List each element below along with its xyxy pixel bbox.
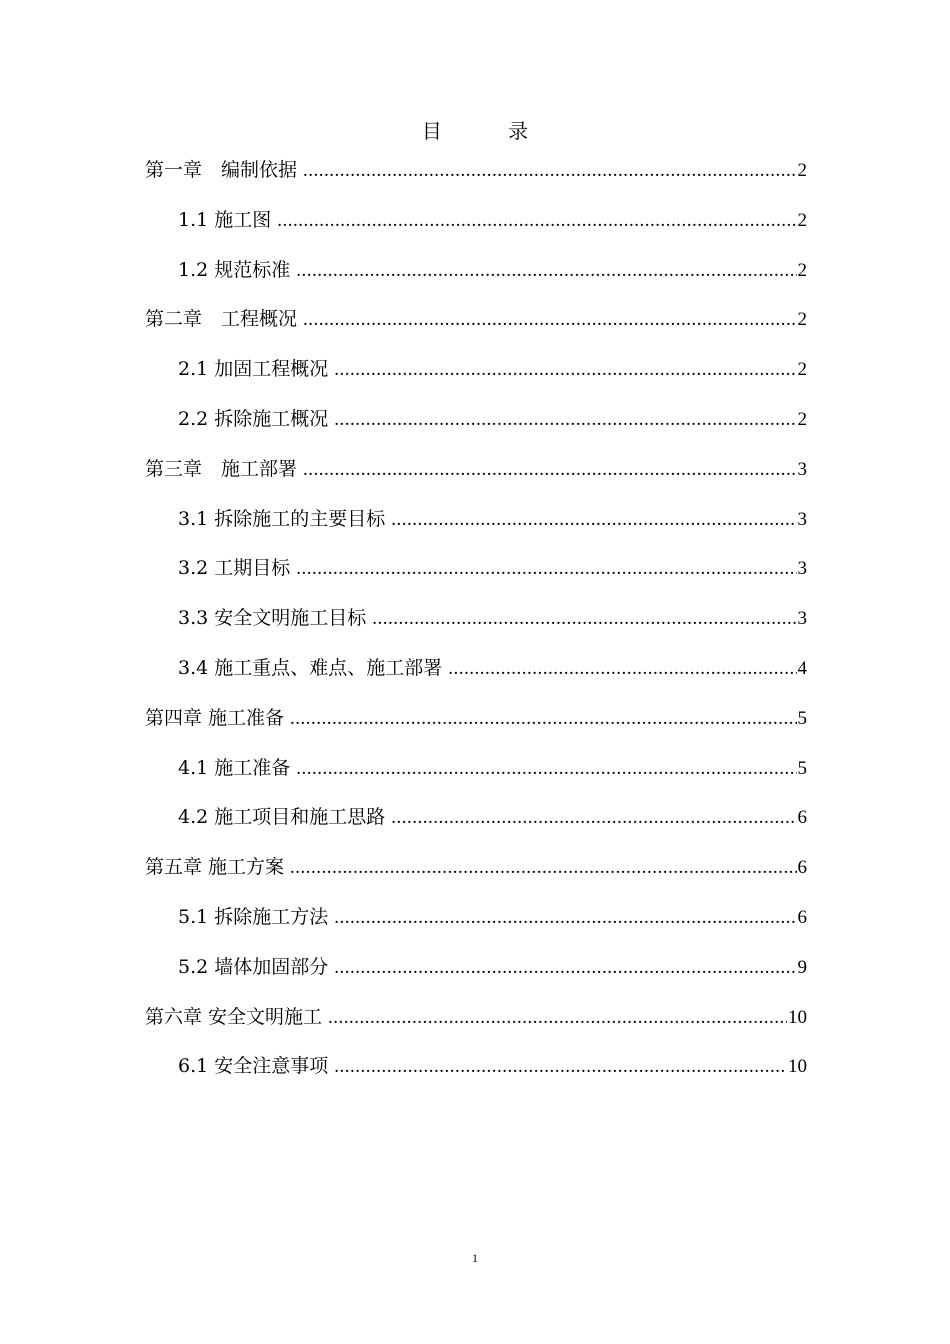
toc-dot-leader xyxy=(334,405,796,435)
toc-entry-page-number: 4 xyxy=(797,657,807,679)
toc-entry-text: 第二章 工程概况 xyxy=(145,308,298,331)
toc-entry-page-number: 10 xyxy=(788,1056,807,1078)
toc-entry-page-number: 3 xyxy=(797,558,807,580)
toc-dot-leader xyxy=(334,903,796,933)
toc-section-entry[interactable] xyxy=(145,404,807,454)
toc-dot-leader xyxy=(328,1003,787,1033)
toc-entry-text: 1.2 规范标准 xyxy=(178,258,291,281)
toc-title: 目 录 xyxy=(421,119,559,143)
toc-section-entry[interactable] xyxy=(145,553,807,603)
toc-entry-page-number: 2 xyxy=(797,309,807,331)
toc-entry-page-number: 2 xyxy=(797,160,807,181)
toc-dot-leader xyxy=(290,853,796,883)
toc-section-entry[interactable] xyxy=(145,952,807,1002)
toc-dot-leader xyxy=(334,355,796,385)
toc-entry-page-number: 5 xyxy=(797,757,807,779)
toc-entry-page-number: 2 xyxy=(797,359,807,381)
toc-entry-page-number: 5 xyxy=(797,707,807,729)
toc-entry-text: 6.1 安全注意事项 xyxy=(178,1055,329,1078)
toc-chapter-entry[interactable] xyxy=(145,1002,807,1052)
toc-entry-text: 4.2 施工项目和施工思路 xyxy=(178,806,386,829)
toc-dot-leader xyxy=(303,156,796,186)
toc-entry-text: 第六章 安全文明施工 xyxy=(145,1005,323,1028)
toc-dot-leader xyxy=(391,803,796,833)
toc-entry-page-number: 10 xyxy=(788,1006,807,1028)
toc-entry-text: 第四章 施工准备 xyxy=(145,706,285,729)
toc-dot-leader xyxy=(334,1052,787,1082)
toc-dot-leader xyxy=(391,505,796,535)
toc-section-entry[interactable] xyxy=(145,255,807,305)
toc-dot-leader xyxy=(448,654,796,684)
toc-chapter-entry[interactable] xyxy=(145,155,807,205)
toc-entry-page-number: 9 xyxy=(797,956,807,978)
toc-chapter-entry[interactable] xyxy=(145,304,807,354)
toc-entry-text: 2.2 拆除施工概况 xyxy=(178,407,329,430)
toc-entry-text: 4.1 施工准备 xyxy=(178,756,291,779)
toc-entry-page-number: 3 xyxy=(797,608,807,630)
toc-chapter-entry[interactable] xyxy=(145,454,807,504)
toc-entry-page-number: 6 xyxy=(797,906,807,928)
toc-entry-text: 5.2 墙体加固部分 xyxy=(178,955,329,978)
toc-entry-text: 3.4 施工重点、难点、施工部署 xyxy=(178,656,443,679)
toc-entry-page-number: 3 xyxy=(797,508,807,530)
toc-entry-page-number: 6 xyxy=(797,807,807,829)
toc-entry-text: 1.1 施工图 xyxy=(178,208,272,231)
toc-dot-leader xyxy=(303,455,796,485)
toc-section-entry[interactable] xyxy=(145,504,807,554)
toc-dot-leader xyxy=(303,305,796,335)
toc-section-entry[interactable] xyxy=(145,603,807,653)
toc-section-entry[interactable] xyxy=(145,354,807,404)
toc-entry-text: 3.3 安全文明施工目标 xyxy=(178,607,367,630)
toc-entry-text: 3.2 工期目标 xyxy=(178,557,291,580)
toc-section-entry[interactable] xyxy=(145,902,807,952)
toc-entry-text: 5.1 拆除施工方法 xyxy=(178,905,329,928)
toc-dot-leader xyxy=(334,953,796,983)
page-number: 1 xyxy=(472,1251,478,1265)
toc-entry-page-number: 2 xyxy=(797,408,807,430)
toc-dot-leader xyxy=(296,754,796,784)
toc-section-entry[interactable] xyxy=(145,1051,807,1101)
toc-entry-text: 第五章 施工方案 xyxy=(145,856,285,879)
toc-section-entry[interactable] xyxy=(145,653,807,703)
toc-section-entry[interactable] xyxy=(145,205,807,255)
toc-entry-page-number: 3 xyxy=(797,458,807,480)
toc-section-entry[interactable] xyxy=(145,753,807,803)
toc-chapter-entry[interactable] xyxy=(145,703,807,753)
table-of-contents xyxy=(145,155,807,1101)
toc-dot-leader xyxy=(372,604,796,634)
toc-entry-page-number: 2 xyxy=(797,209,807,231)
toc-dot-leader xyxy=(296,256,796,286)
toc-entry-text: 3.1 拆除施工的主要目标 xyxy=(178,507,386,530)
toc-entry-text: 第一章 编制依据 xyxy=(145,159,298,181)
toc-entry-page-number: 6 xyxy=(797,857,807,879)
toc-chapter-entry[interactable] xyxy=(145,852,807,902)
toc-entry-page-number: 2 xyxy=(797,259,807,281)
toc-entry-text: 2.1 加固工程概况 xyxy=(178,358,329,381)
toc-dot-leader xyxy=(277,206,796,236)
toc-dot-leader xyxy=(296,554,796,584)
toc-entry-text: 第三章 施工部署 xyxy=(145,457,298,480)
toc-section-entry[interactable] xyxy=(145,802,807,852)
toc-dot-leader xyxy=(290,704,796,734)
